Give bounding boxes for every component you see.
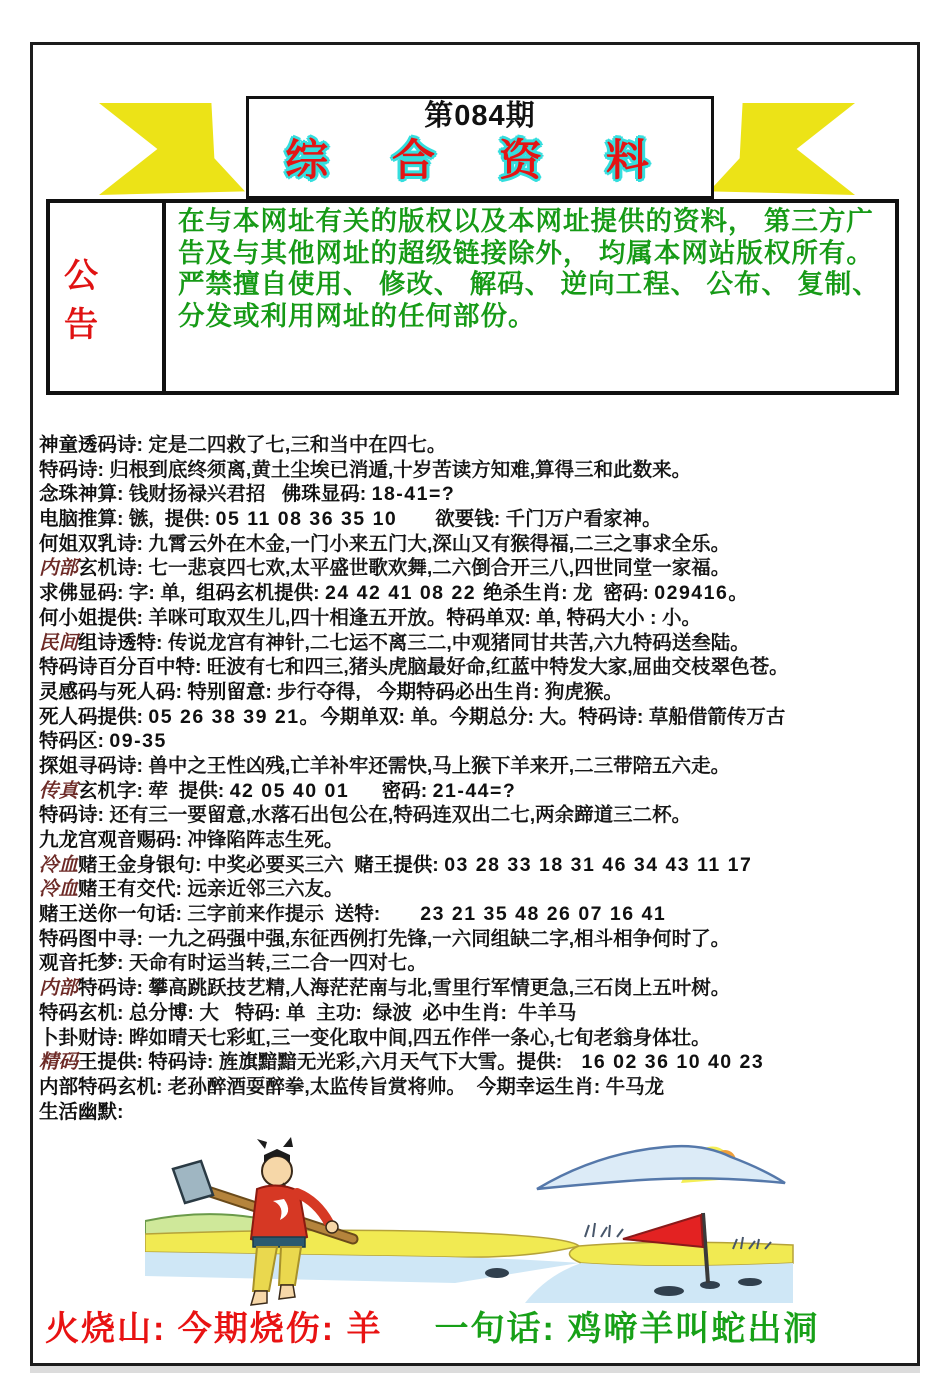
text-segment: 步行夺得, (277, 680, 377, 703)
text-segment: 精码 (39, 1051, 79, 1074)
text-segment: 欲要钱: (435, 508, 506, 531)
text-segment: 定是二四救了七,三和当中在四七。 (148, 434, 447, 456)
info-line (39, 532, 911, 557)
notice-text: 在与本网址有关的版权以及本网址提供的资料， 第三方广告及与其他网址的超级链接除外， 均属本网站版权所有。 严禁擅自使用、 修改、 解码、 逆向工程、 公布、 复制、 分发或利用网址的任何部份。 (178, 206, 880, 331)
text-segment: 天命有时运当转,三二合一四对七。 (128, 952, 427, 975)
text-segment: 029416。 (654, 582, 750, 605)
text-segment (349, 780, 382, 802)
info-line (39, 754, 911, 779)
text-segment: 特码诗百分百中特: (39, 656, 207, 679)
info-lines (39, 433, 911, 1124)
text-segment: 探姐寻码诗: (39, 754, 149, 777)
text-segment: 单, (536, 606, 567, 629)
header (33, 45, 917, 205)
text-segment: 何小姐提供: (39, 606, 149, 629)
text-segment: 牛马龙 (605, 1075, 665, 1098)
text-segment: 念珠神算: (39, 483, 129, 506)
text-segment: 21-44=? (432, 779, 517, 802)
text-segment: 提供: (178, 779, 230, 802)
text-segment: 民间 (39, 631, 79, 654)
text-segment: 佛珠显码: (281, 483, 372, 506)
text-segment: 传说龙宫有神针,二七运不离三二,中观猪同甘共苦,六九特码送叁陆。 (167, 631, 750, 654)
text-segment: 玄机诗: (78, 557, 149, 580)
text-segment: 旺波有七和四三,猪头虎脑最好命,红蓝中特发大家,屈曲交枝翠色苍。 (206, 656, 789, 679)
text-segment: 密码: (603, 582, 655, 605)
text-segment: 羊咪可取双生儿,四十相逢五开放。 (148, 606, 447, 629)
text-segment: 特码单双: (446, 606, 537, 629)
text-segment: 必中生肖: (422, 1001, 513, 1024)
info-line (39, 433, 911, 458)
text-segment: 还有三一要留意,水落石出包公在,特码连双出二七,两余蹄道三二杯。 (109, 804, 692, 827)
info-line (39, 779, 911, 804)
text-segment: 送特: (334, 903, 386, 926)
info-line (39, 705, 911, 730)
text-segment: 18-41=? (371, 483, 456, 506)
text-segment: 冷血 (39, 853, 79, 876)
text-segment: 三字前来作提示 (187, 903, 335, 926)
text-segment: 内部特码玄机: (39, 1075, 168, 1098)
text-segment: 龙 (572, 582, 604, 605)
text-segment: 大 (199, 1001, 236, 1024)
text-segment: 特码诗: (578, 705, 649, 728)
text-segment: 23 21 35 48 26 07 16 41 (385, 903, 667, 926)
text-segment: 提供: (164, 508, 216, 531)
text-segment: 死人码提供: (39, 705, 149, 728)
info-line (39, 976, 911, 1001)
page-title: 综 合 资 料 (285, 137, 675, 185)
text-segment: 冲锋陷阵志生死。 (187, 829, 344, 851)
text-segment: 05 11 08 36 35 10 (215, 508, 398, 531)
issue-number: 第084期 (424, 100, 536, 132)
text-segment: 今期特码必出生肖: (377, 680, 545, 703)
footer-strip (45, 1303, 905, 1355)
text-segment: 绝杀生肖: (483, 582, 573, 605)
text-segment: 狗虎猴。 (544, 680, 623, 703)
notice-label: 公 告 (50, 203, 166, 391)
text-segment: 旌旗黯黯无光彩,六月天气下大雪。 (218, 1051, 517, 1074)
text-segment: 内部 (39, 557, 79, 580)
text-segment: 密码: (381, 779, 433, 802)
text-segment: 主功: (316, 1001, 368, 1024)
ribbon-right-decoration (709, 103, 855, 195)
text-segment: 单。 (410, 705, 450, 728)
mountain-sun (537, 1146, 785, 1189)
text-segment: 赌王送你一句话: (39, 903, 188, 926)
info-line (39, 1075, 911, 1100)
info-line (39, 655, 911, 680)
info-line (39, 556, 911, 581)
text-segment: 王提供: 特码诗: (78, 1051, 219, 1074)
text-segment: 组诗透特: (78, 631, 168, 654)
info-line (39, 902, 911, 927)
text-segment: 何姐双乳诗: (39, 532, 149, 555)
text-segment: 传真 (39, 779, 79, 802)
info-line (39, 507, 911, 532)
text-segment: 镞, (128, 508, 165, 531)
text-segment: 今期幸运生肖: (476, 1075, 606, 1098)
sheet-frame (30, 42, 920, 1366)
text-segment: 赌王提供: (354, 853, 445, 876)
text-segment: 特码玄机: 总分博: (39, 1001, 200, 1024)
text-segment: 九龙宫观音赐码: (39, 829, 188, 851)
text-segment: 生活幽默: (39, 1100, 129, 1123)
text-segment: 16 02 36 10 40 23 (567, 1051, 765, 1074)
text-segment: 赌王金身银句: (78, 853, 207, 876)
hoe-blade (173, 1161, 213, 1203)
text-segment: 今期单双: (320, 705, 411, 728)
text-segment: 牛羊马 (512, 1001, 577, 1024)
text-segment: 特码大小 (566, 606, 645, 629)
text-segment: 千门万户看家神。 (505, 508, 662, 531)
info-line (39, 1001, 911, 1026)
text-segment: 特码诗: (39, 458, 110, 481)
text-segment: 24 42 41 08 22 (325, 582, 484, 605)
text-segment: 特码图中寻: (39, 927, 149, 950)
info-line (39, 853, 911, 878)
text-segment: 今期总分: (449, 705, 540, 728)
text-segment: 归根到底终须离,黄土尘埃已消遁,十岁苦读方知难,算得三和此数来。 (109, 458, 692, 481)
text-segment: 兽中之王性凶残,亡羊补牢还需快,马上猴下羊来开,二三带陪五六走。 (148, 754, 731, 777)
text-segment: 42 05 40 01 (229, 779, 350, 802)
text-segment: 电脑推算: (39, 508, 129, 531)
text-segment: 单 (286, 1001, 317, 1024)
text-segment: 晔如晴天七彩虹,三一变化取中间,四五作伴一条心,七旬老翁身体壮。 (128, 1026, 711, 1049)
text-segment: 绿波 (367, 1001, 423, 1024)
text-segment: 玄机字: (78, 779, 149, 802)
sheet-shadow (30, 1366, 920, 1373)
info-line (39, 828, 911, 853)
text-segment: : 小。 (644, 606, 701, 629)
text-segment: 内部 (39, 977, 79, 1000)
info-line (39, 631, 911, 656)
text-segment: 老孙醉酒耍醉拳,太监传旨赏将帅。 (167, 1075, 477, 1098)
text-segment: 七一悲哀四七欢,太平盛世歌欢舞,二六倒合开三八,四世同堂一家福。 (148, 557, 731, 580)
text-segment (397, 508, 435, 530)
text-segment: 钱财扬禄兴君招 (128, 483, 282, 506)
text-segment: 神童透码诗: (39, 434, 149, 456)
text-segment: 特码诗: (39, 804, 110, 827)
text-segment: 灵感码与死人码: 特别留意: (39, 680, 278, 703)
text-segment: 荦 (148, 779, 179, 802)
info-line (39, 680, 911, 705)
text-segment: 远亲近邻三六友。 (187, 878, 344, 901)
info-line (39, 951, 911, 976)
text-segment: 赌王有交代: (78, 878, 188, 901)
text-segment: 求佛显码: 字: (39, 582, 161, 605)
info-line (39, 482, 911, 507)
text-segment: 05 26 38 39 21。 (148, 705, 321, 728)
text-segment: 观音托梦: (39, 952, 129, 975)
info-line (39, 729, 911, 754)
title-box (246, 96, 714, 199)
text-segment: 九霄云外在木金,一门小来五门大,深山又有猴得福,二三之事求全乐。 (148, 532, 731, 555)
fire-mountain-text: 火烧山: 今期烧伤: 羊 (45, 1310, 383, 1348)
text-segment: 单, (160, 582, 197, 605)
text-segment: 大。 (539, 705, 579, 728)
info-line (39, 803, 911, 828)
one-sentence-text: 一句话: 鸡啼羊叫蛇出洞 (434, 1310, 820, 1348)
info-line (39, 1026, 911, 1051)
info-line (39, 606, 911, 631)
text-segment: 中奖必要买三六 (206, 853, 355, 876)
text-segment: 草船借箭传万古 (648, 705, 786, 728)
text-segment: 特码区: (39, 730, 110, 753)
farmer-illustration (145, 1121, 795, 1309)
info-line (39, 927, 911, 952)
text-segment: 一九之码强中强,东征西例打先锋,一六同组缺二字,相斗相争何时了。 (148, 927, 731, 950)
info-line (39, 1050, 911, 1075)
text-segment: 攀高跳跃技艺精,人海茫茫南与北,雪里行军情更急,三石岗上五叶树。 (148, 977, 731, 1000)
text-segment: 09-35 (109, 730, 167, 753)
text-segment: 03 28 33 18 31 46 34 43 11 17 (444, 853, 753, 876)
text-segment: 特码诗: (78, 977, 149, 1000)
text-segment: 提供: (516, 1051, 568, 1074)
text-segment: 卜卦财诗: (39, 1026, 129, 1049)
text-segment: 特码: (235, 1001, 287, 1024)
text-segment: 冷血 (39, 878, 79, 901)
info-line (39, 458, 911, 483)
info-line (39, 581, 911, 606)
text-segment: 组码玄机提供: (196, 582, 326, 605)
info-line (39, 877, 911, 902)
notice-box (46, 199, 899, 395)
ribbon-left-decoration (99, 103, 245, 195)
